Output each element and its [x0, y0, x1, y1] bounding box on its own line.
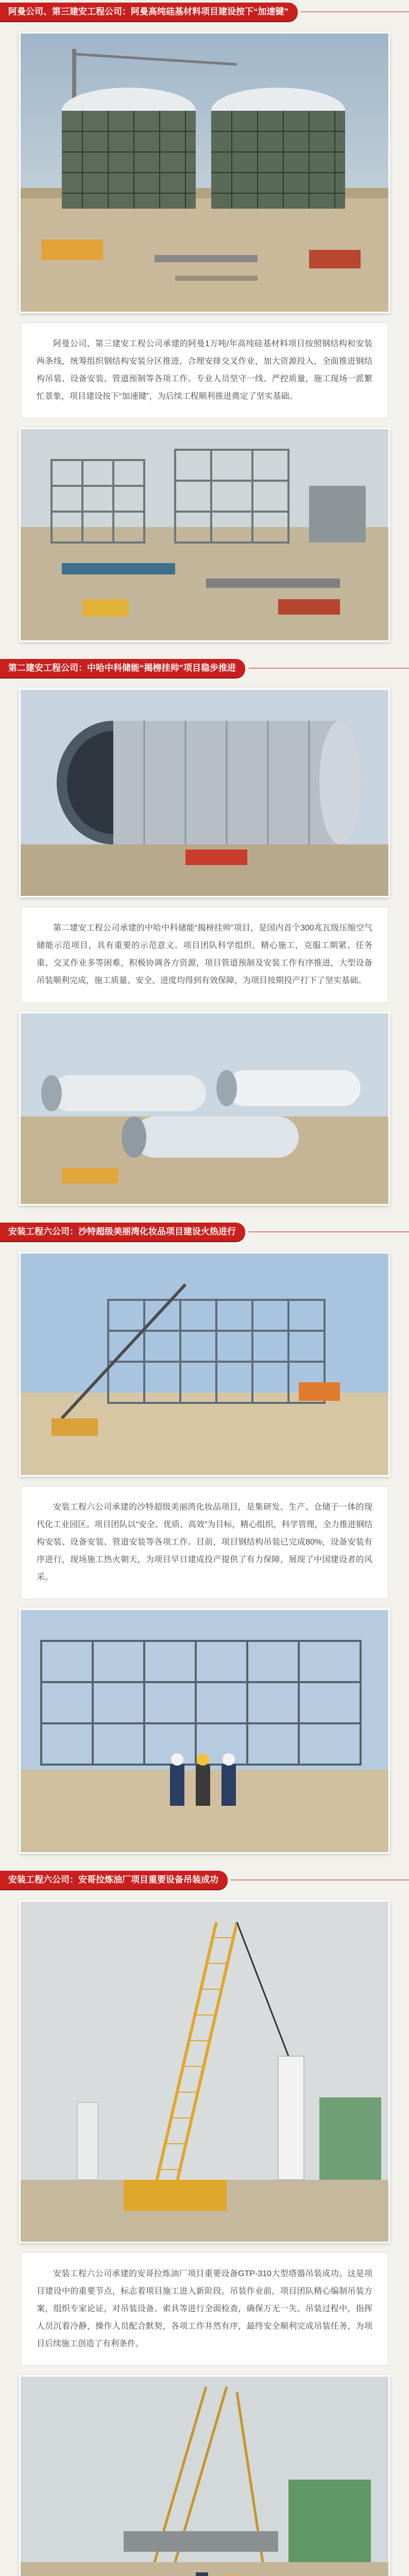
section-title-4: 安装工程六公司：安哥拉炼油厂项目重要设备吊装成功 [0, 1871, 228, 1889]
section-header-4 [0, 1868, 409, 1892]
section-title-2: 第二建安工程公司：中哈中科储能“揭榜挂帅”项目稳步推进 [0, 659, 245, 677]
section-paragraph-2: 第二建安工程公司承建的中哈中科储能“揭榜挂帅”项目，是国内首个300兆瓦级压缩空气储能示范项目，具有重要的示范意义。项目团队科学组织、精心施工，克服工期紧、任务重、交叉作业多等困难，积极协调各方资源，项目管道预制及安装工作有序推进，大型设备吊装顺利完成，施工质量、安全、进度均得到有效保障，为项目按期投产打下了坚实基础。 [21, 907, 388, 1003]
section-divider-1 [301, 11, 409, 12]
section-divider-4 [231, 1879, 409, 1880]
photo-pipe-yard [19, 1012, 390, 1206]
section-header-3 [0, 1220, 409, 1244]
photo-angola-crane [19, 1900, 390, 2243]
section-header-2 [0, 656, 409, 680]
section-paragraph-1: 阿曼公司、第三建安工程公司承建的阿曼1万吨/年高纯硅基材料项目按照钢结构和安装两条线，统筹组织钢结构安装分区推进，合理安排交叉作业，加大资源投入，全面推进钢结构吊装、设备安装、管道预制等各项工作。专业人员坚守一线、严控质量，施工现场一派繁忙景象，项目建设按下“加速键”，为后续工程顺利推进奠定了坚实基础。 [21, 323, 388, 418]
section-title-1: 阿曼公司、第三建安工程公司：阿曼高纯硅基材料项目建设按下“加速键” [0, 3, 298, 21]
section-divider-2 [248, 668, 409, 669]
photo-saudi-steel [19, 1252, 390, 1477]
section-title-3: 安装工程六公司：沙特超级美丽湾化妆品项目建设火热进行 [0, 1223, 245, 1241]
photo-angola-lifting [19, 2375, 390, 2576]
photo-pipe-hoisting [19, 688, 390, 897]
section-paragraph-3: 安装工程六公司承建的沙特超级美丽湾化妆品项目，是集研发、生产、仓储于一体的现代化工业园区。项目团队以“安全、优质、高效”为目标，精心组织，科学管理，全力推进钢结构安装、设备安装、管道安装等各项工作。目前，项目钢结构吊装已完成80%，设备安装有序进行，现场施工热火朝天，为项目早日建成投产提供了有力保障，展现了中国建设者的风采。 [21, 1486, 388, 1599]
section-paragraph-4: 安装工程六公司承建的安哥拉炼油厂项目重要设备GTP-310大型塔器吊装成功。这是项目建设中的重要节点，标志着项目施工进入新阶段。吊装作业前，项目团队精心编制吊装方案，组织专家论证，对吊装设备、索具等进行全面检查，确保万无一失。吊装过程中，指挥人员沉着冷静，操作人员配合默契，各项工作井然有序，最终安全顺利完成吊装任务，为项目后续施工创造了有利条件。 [21, 2252, 388, 2366]
section-header-1 [0, 0, 409, 24]
photo-oman-site [19, 428, 390, 642]
photo-saudi-workers [19, 1608, 390, 1854]
section-divider-3 [248, 1231, 409, 1232]
photo-oman-tanks [19, 32, 390, 313]
